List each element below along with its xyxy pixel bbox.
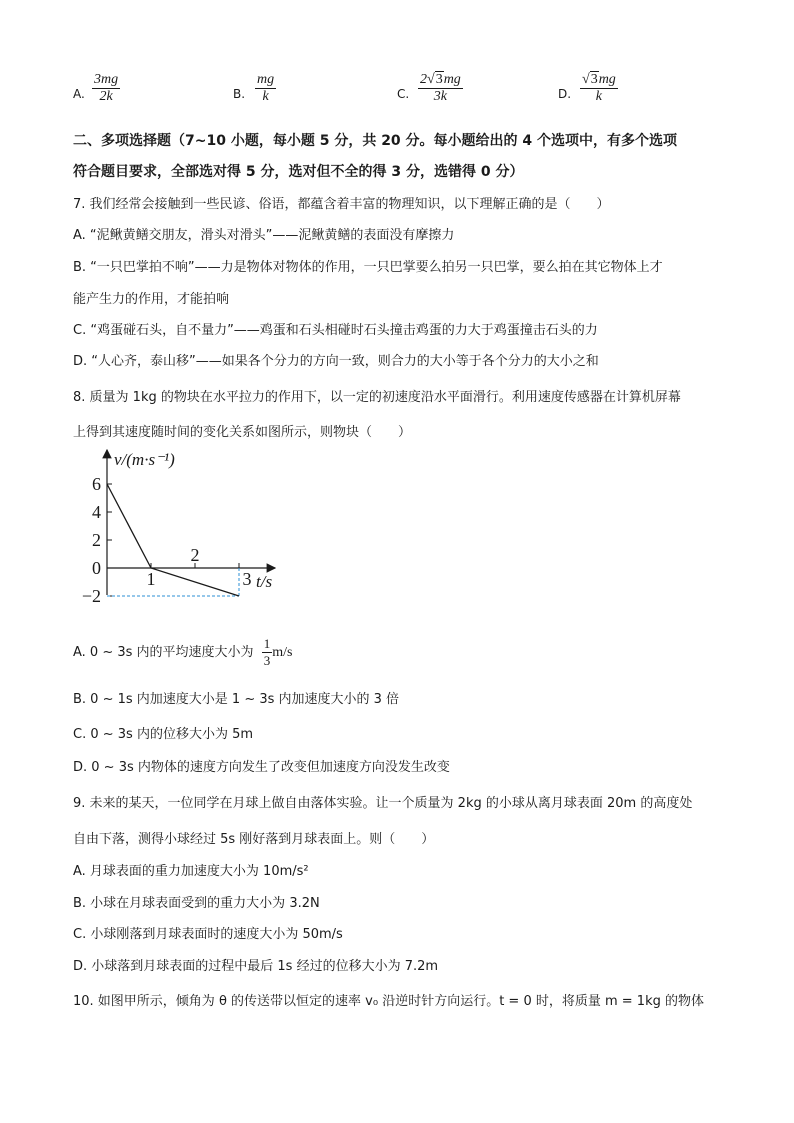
velocity-series-line bbox=[107, 484, 239, 596]
q6-option-d-denominator: k bbox=[595, 89, 603, 104]
q6-option-c-label: C. bbox=[397, 87, 410, 101]
x-tick-label: 2 bbox=[190, 545, 200, 565]
q6-option-d-label: D. bbox=[558, 87, 572, 101]
q6-option-d-radicand: 3 bbox=[590, 72, 598, 87]
q6-option-c-radicand: 3 bbox=[435, 72, 443, 87]
q9-option-c: C. 小球刚落到月球表面时的速度大小为 50m/s bbox=[73, 927, 343, 942]
x-tick-label: 1 bbox=[146, 569, 156, 589]
section2-heading-line1: 二、多项选择题（7~10 小题，每小题 5 分，共 20 分。每小题给出的 4 个选项中，有多个选项 bbox=[73, 133, 678, 149]
q9-stem-line1: 9. 未来的某天，一位同学在月球上做自由落体实验。让一个质量为 2kg 的小球从离月球表面 20m 的高度处 bbox=[73, 796, 693, 811]
x-tick-label: 3 bbox=[242, 569, 252, 589]
q7-option-c: C. “鸡蛋碰石头，自不量力”——鸡蛋和石头相碰时石头撞击鸡蛋的力大于鸡蛋撞击石头的力 bbox=[73, 323, 598, 338]
y-tick-label: −2 bbox=[81, 586, 101, 606]
q6-option-b-denominator: k bbox=[262, 89, 269, 104]
q6-option-a-fraction bbox=[92, 72, 120, 105]
q7-option-d: D. “人心齐，泰山移”——如果各个分力的方向一致，则合力的大小等于各个分力的大小之和 bbox=[73, 354, 599, 369]
q7-option-b-line1: B. “一只巴掌拍不响”——力是物体对物体的作用，一只巴掌要么拍另一只巴掌，要么拍在其它物体上才 bbox=[73, 260, 663, 275]
q8-option-a-unit: m/s bbox=[272, 645, 293, 660]
q6-option-c-coef: 2 bbox=[420, 72, 427, 87]
q9-option-a: A. 月球表面的重力加速度大小为 10m/s² bbox=[73, 864, 309, 879]
q6-option-c-fraction bbox=[418, 72, 463, 105]
y-tick-label: 0 bbox=[92, 558, 101, 578]
q6-option-a-denominator: 2k bbox=[99, 89, 113, 104]
q8-stem-line1: 8. 质量为 1kg 的物块在水平拉力的作用下，以一定的初速度沿水平面滑行。利用速度传感器在计算机屏幕 bbox=[73, 390, 681, 405]
q8-option-a-denominator: 3 bbox=[263, 653, 271, 668]
q8-option-a bbox=[73, 636, 292, 669]
q9-option-d: D. 小球落到月球表面的过程中最后 1s 经过的位移大小为 7.2m bbox=[73, 959, 439, 974]
q6-option-d-fraction bbox=[580, 72, 618, 105]
q6-option-b-fraction bbox=[255, 72, 276, 105]
q9-stem-line2: 自由下落，测得小球经过 5s 刚好落到月球表面上。则（ ） bbox=[73, 832, 435, 847]
y-tick-label: 2 bbox=[92, 530, 101, 550]
y-tick-label: 6 bbox=[92, 474, 101, 494]
q6-option-a-label: A. bbox=[73, 87, 85, 101]
q8-stem-line2: 上得到其速度随时间的变化关系如图所示，则物块（ ） bbox=[73, 425, 412, 440]
section2-heading-line2: 符合题目要求，全部选对得 5 分，选对但不全的得 3 分，选错得 0 分） bbox=[73, 164, 524, 180]
x-axis-label: t/s bbox=[256, 572, 273, 591]
q6-option-b-numerator: mg bbox=[257, 72, 275, 87]
q8-option-a-numerator: 1 bbox=[263, 636, 271, 651]
q6-option-c-denominator: 3k bbox=[433, 89, 448, 104]
sqrt-icon: √ bbox=[427, 72, 435, 87]
q6-option-a-numerator: 3mg bbox=[94, 72, 119, 87]
q8-option-d: D. 0 ~ 3s 内物体的速度方向发生了改变但加速度方向没发生改变 bbox=[73, 760, 450, 775]
q8-option-b: B. 0 ~ 1s 内加速度大小是 1 ~ 3s 内加速度大小的 3 倍 bbox=[73, 692, 400, 707]
q7-option-b-line2: 能产生力的作用，才能拍响 bbox=[73, 292, 230, 307]
q7-option-a: A. “泥鳅黄鳝交朋友，滑头对滑头”——泥鳅黄鳝的表面没有摩擦力 bbox=[73, 228, 455, 243]
q6-option-b-label: B. bbox=[233, 87, 246, 101]
q6-option-c-num-rest: mg bbox=[443, 72, 461, 87]
y-axis-label: v/(m·s⁻¹) bbox=[114, 450, 175, 469]
q8-option-c: C. 0 ~ 3s 内的位移大小为 5m bbox=[73, 727, 254, 742]
q8-option-a-text: A. 0 ~ 3s 内的平均速度大小为 bbox=[73, 645, 254, 660]
y-tick-label: 4 bbox=[92, 502, 101, 522]
q7-stem: 7. 我们经常会接触到一些民谚、俗语，都蕴含着丰富的物理知识，以下理解正确的是（ ） bbox=[73, 197, 610, 212]
q9-option-b: B. 小球在月球表面受到的重力大小为 3.2N bbox=[73, 896, 320, 911]
q6-option-d-num-rest: mg bbox=[598, 72, 616, 87]
velocity-time-graph bbox=[80, 445, 280, 615]
q10-stem: 10. 如图甲所示，倾角为 θ 的传送带以恒定的速率 v₀ 沿逆时针方向运行。t = 0 时，将质量 m = 1kg 的物体 bbox=[73, 994, 704, 1009]
sqrt-icon: √ bbox=[582, 72, 590, 87]
